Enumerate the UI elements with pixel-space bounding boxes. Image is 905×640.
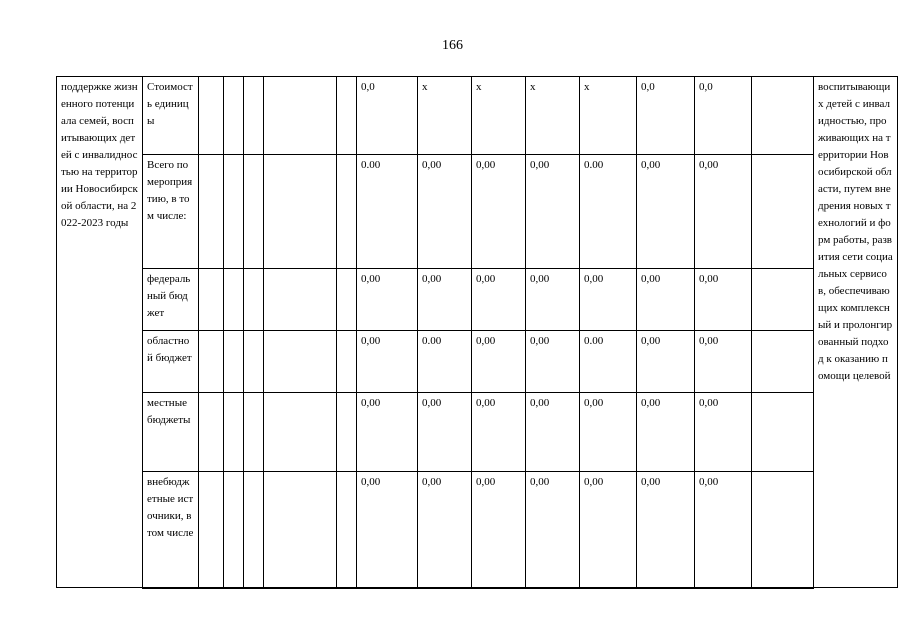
empty-cell	[224, 77, 244, 155]
empty-cell	[244, 393, 264, 472]
value-cell: 0,00	[637, 393, 695, 472]
empty-cell	[224, 393, 244, 472]
value-cell: 0,00	[418, 269, 472, 331]
empty-cell	[752, 393, 814, 472]
value-cell: 0,00	[357, 472, 418, 588]
empty-cell	[752, 472, 814, 588]
empty-cell	[244, 331, 264, 393]
empty-cell	[264, 331, 337, 393]
empty-cell	[199, 155, 224, 269]
value-cell: 0.00	[580, 331, 637, 393]
empty-cell	[244, 77, 264, 155]
value-cell: 0,00	[357, 331, 418, 393]
empty-cell	[264, 155, 337, 269]
empty-cell	[199, 472, 224, 588]
table-row	[57, 331, 898, 393]
empty-cell	[264, 269, 337, 331]
value-cell: 0,00	[637, 472, 695, 588]
value-cell: 0,00	[695, 472, 752, 588]
value-cell: 0,00	[472, 331, 526, 393]
value-cell: 0,00	[357, 393, 418, 472]
empty-cell	[224, 472, 244, 588]
value-cell: 0,00	[695, 331, 752, 393]
value-cell: x	[580, 77, 637, 155]
value-cell: 0,00	[418, 155, 472, 269]
empty-cell	[244, 472, 264, 588]
empty-cell	[199, 331, 224, 393]
empty-cell	[752, 331, 814, 393]
empty-cell	[224, 331, 244, 393]
value-cell: 0,00	[526, 269, 580, 331]
empty-cell	[244, 269, 264, 331]
empty-cell	[224, 269, 244, 331]
value-cell: 0,00	[472, 393, 526, 472]
value-cell: 0,00	[357, 269, 418, 331]
value-cell: x	[472, 77, 526, 155]
empty-cell	[199, 77, 224, 155]
empty-cell	[337, 77, 357, 155]
value-cell: 0,00	[472, 472, 526, 588]
value-cell: 0,00	[472, 155, 526, 269]
budget-table	[56, 76, 898, 589]
empty-cell	[264, 472, 337, 588]
value-cell: 0,00	[526, 393, 580, 472]
value-cell: 0,00	[695, 269, 752, 331]
value-cell: 0.00	[418, 331, 472, 393]
value-cell: 0,00	[580, 393, 637, 472]
value-cell: 0,00	[580, 269, 637, 331]
value-cell: 0.00	[357, 155, 418, 269]
empty-cell	[244, 155, 264, 269]
empty-cell	[264, 77, 337, 155]
row-label: местные бюджеты	[143, 393, 199, 472]
empty-cell	[752, 155, 814, 269]
value-cell: x	[418, 77, 472, 155]
value-cell: 0,00	[418, 472, 472, 588]
value-cell: 0,00	[580, 472, 637, 588]
value-cell: 0,0	[695, 77, 752, 155]
row-label: федеральный бюджет	[143, 269, 199, 331]
empty-cell	[337, 269, 357, 331]
table-row	[57, 472, 898, 588]
value-cell: 0,00	[695, 155, 752, 269]
row-label: Всего по мероприятию, в том числе:	[143, 155, 199, 269]
empty-cell	[337, 393, 357, 472]
empty-cell	[752, 269, 814, 331]
value-cell: 0,00	[637, 155, 695, 269]
table-row	[57, 393, 898, 472]
value-cell: x	[526, 77, 580, 155]
value-cell: 0,00	[418, 393, 472, 472]
table-row	[57, 269, 898, 331]
empty-cell	[199, 269, 224, 331]
table-row	[57, 77, 898, 155]
value-cell: 0,0	[357, 77, 418, 155]
value-cell: 0,00	[472, 269, 526, 331]
value-cell: 0,00	[526, 155, 580, 269]
goal-description-cell: воспитывающих детей с инвалидностью, проживающих на территории Новосибирской области, путем внедрения новых технологий и форм работы, развития сети социальных сервисов, обеспечивающих комплексный и пролонгированный подход к оказанию помощи целевой	[814, 77, 898, 588]
value-cell: 0,00	[526, 331, 580, 393]
empty-cell	[264, 393, 337, 472]
page-number: 166	[442, 38, 463, 53]
value-cell: 0,00	[637, 331, 695, 393]
empty-cell	[337, 331, 357, 393]
empty-cell	[337, 155, 357, 269]
value-cell: 0,0	[637, 77, 695, 155]
empty-cell	[337, 472, 357, 588]
value-cell: 0,00	[526, 472, 580, 588]
empty-cell	[752, 77, 814, 155]
row-label: Стоимость единицы	[143, 77, 199, 155]
measure-name-cell: поддержке жизненного потенциала семей, воспитывающих детей с инвалидностью на территории Новосибирской области, на 2022-2023 годы	[57, 77, 143, 588]
value-cell: 0,00	[637, 269, 695, 331]
table-row	[57, 155, 898, 269]
value-cell: 0.00	[580, 155, 637, 269]
value-cell: 0,00	[695, 393, 752, 472]
empty-cell	[199, 393, 224, 472]
row-label: внебюджетные источники, в том числе	[143, 472, 199, 588]
empty-cell	[224, 155, 244, 269]
row-label: областной бюджет	[143, 331, 199, 393]
